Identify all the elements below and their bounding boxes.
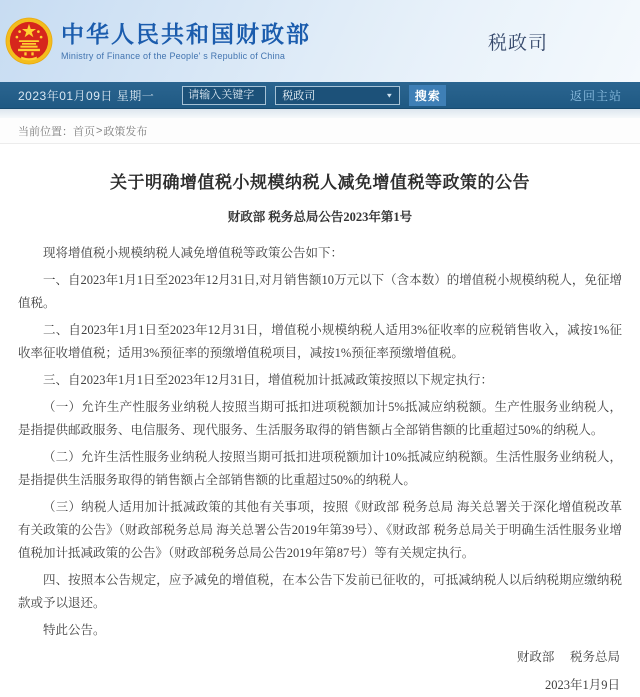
category-select[interactable]: [275, 86, 400, 105]
site-title: 中华人民共和国财政部: [61, 21, 311, 48]
breadcrumb: [0, 118, 640, 144]
department-name: 税政司: [487, 32, 548, 54]
paragraph: 三、自2023年1月1日至2023年12月31日，增值税加计抵减政策按照以下规定执行：: [43, 373, 494, 387]
paragraph: （一）允许生产性服务业纳税人按照当期可抵扣进项税额加计5%抵减应纳税额。生产性服务业纳税人，是指提供邮政服务、电信服务、现代服务、生活服务取得的销售额占全部销售额的比重超过50%的纳税人。: [18, 400, 622, 437]
navbar: [0, 82, 640, 109]
paragraph: （二）允许生活性服务业纳税人按照当期可抵扣进项税额加计10%抵减应纳税额。生活性服务业纳税人，是指提供生活服务取得的销售额占全部销售额的比重超过50%的纳税人。: [18, 450, 622, 487]
site-header: [0, 0, 640, 82]
current-date: 2023年01月09日 星期一: [18, 88, 155, 103]
brand-text: [61, 21, 311, 60]
page-title: 关于明确增值税小规模纳税人减免增值税等政策的公告: [110, 173, 530, 192]
category-select-value: 税政司: [282, 90, 316, 102]
signature-organizations: 财政部 税务总局: [516, 650, 620, 664]
national-emblem-icon: [4, 16, 54, 66]
article: [0, 144, 640, 697]
paragraph: 现将增值税小规模纳税人减免增值税等政策公告如下：: [43, 246, 344, 260]
article-body: [18, 242, 622, 642]
paragraph: 四、按照本公告规定，应予减免的增值税，在本公告下发前已征收的，可抵减纳税人以后纳税期应缴纳税款或予以退还。: [18, 573, 622, 610]
breadcrumb-label: 当前位置：: [18, 125, 73, 138]
breadcrumb-home-link[interactable]: 首页: [73, 125, 95, 138]
search-input[interactable]: [182, 86, 266, 105]
breadcrumb-separator: >: [96, 124, 103, 137]
chevron-down-icon: ▼: [385, 91, 394, 99]
back-to-main-link[interactable]: 返回主站: [569, 88, 622, 103]
brand: [4, 16, 311, 66]
signature-block: [18, 646, 622, 697]
site-title-english: Ministry of Finance of the People' s Republic of China: [61, 50, 286, 61]
paragraph: （三）纳税人适用加计抵减政策的其他有关事项，按照《财政部 税务总局 海关总署关于深化增值税改革有关政策的公告》（财政部税务总局 海关总署公告2019年第39号）、《财政部 税务总局关于明确生活性服务业增值税加计抵减政策的公告》（财政部税务总局公告2019年第87号）等有关规定执行。: [18, 500, 622, 560]
paragraph: 特此公告。: [43, 623, 106, 637]
paragraph: 一、自2023年1月1日至2023年12月31日,对月销售额10万元以下（含本数）的增值税小规模纳税人，免征增值税。: [18, 273, 622, 310]
header-shadow-strip: [0, 109, 640, 118]
breadcrumb-section-link[interactable]: 政策发布: [103, 125, 148, 138]
document-number: 财政部 税务总局公告2023年第1号: [227, 210, 413, 224]
signature-date: 2023年1月9日: [544, 678, 620, 692]
search-button[interactable]: 搜索: [409, 85, 446, 106]
paragraph: 二、自2023年1月1日至2023年12月31日，增值税小规模纳税人适用3%征收率的应税销售收入，减按1%征收率征收增值税；适用3%预征率的预缴增值税项目，减按1%预征率预缴增值税。: [18, 323, 622, 360]
